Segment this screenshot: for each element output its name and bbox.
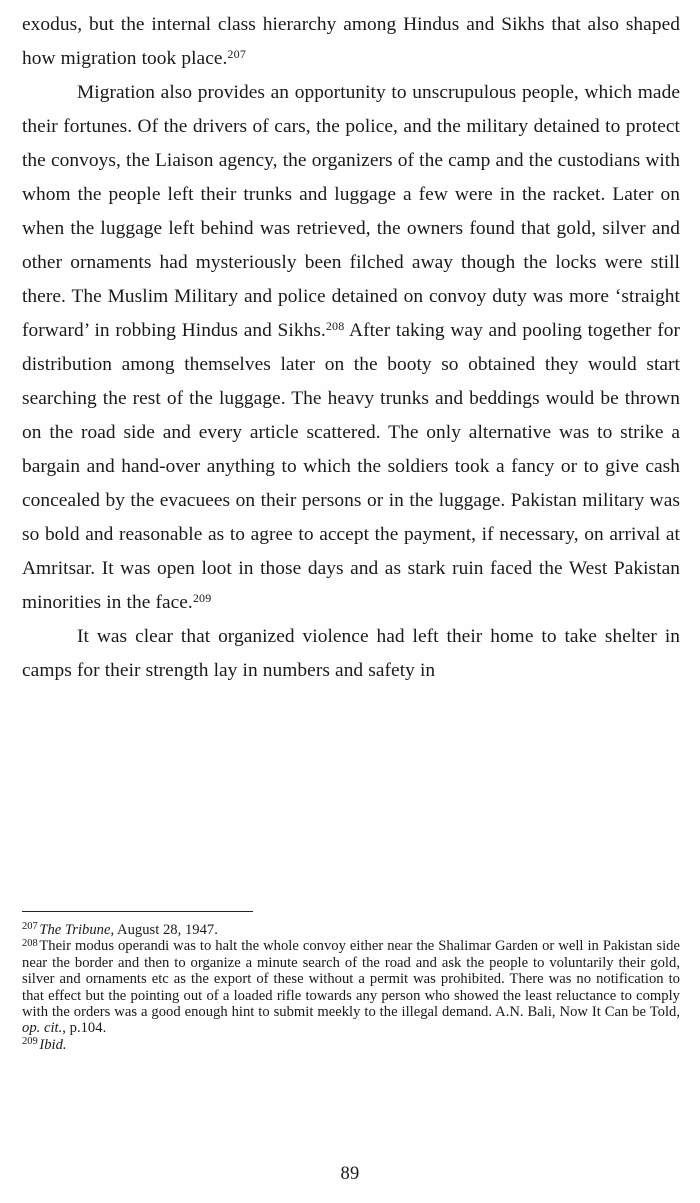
footnotes-block — [22, 922, 680, 1053]
footnote-209-ibid: Ibid. — [39, 1036, 67, 1053]
footnote-marker-207[interactable]: 207 — [227, 46, 247, 61]
footnote-207-detail: August 28, 1947. — [114, 922, 218, 938]
paragraph-continued — [22, 8, 680, 76]
footnote-item-207 — [22, 922, 680, 938]
paragraph-migration-segment-2: After taking way and pooling together for distribution among themselves later on the booty so obtained they would start searching the rest of the luggage. The heavy trunks and beddings would be thrown on the road side and every article scattered. The only alternative was to strike a bargain and hand-over anything to which the soldiers took a fancy or to give cash concealed by the evacuees on their persons or in the luggage. Pakistan military was so bold and reasonable as to agree to accept the payment, if necessary, on arrival at Amritsar. It was open loot in those days and as stark ruin faced the West Pakistan minorities in the face. — [22, 320, 681, 613]
footnote-208-pagecite: , p.104. — [62, 1020, 107, 1037]
body-text-block — [22, 8, 680, 688]
paragraph-migration-segment-1: Migration also provides an opportunity to unscrupulous people, which made their fortunes. Of the drivers of cars, the police, and the military detained to protect the convoys, the Liaison agency, the organizers of the camp and the custodians with whom the people left their trunks and luggage a few were in the racket. Later on when the luggage left behind was retrieved, the owners found that gold, silver and other ornaments had mysteriously been filched away though the locks were still there. The Muslim Military and police detained on convoy duty was more ‘straight forward’ in robbing Hindus and Sikhs. — [22, 82, 680, 341]
paragraph-migration — [22, 76, 680, 620]
footnote-item-209 — [22, 1037, 680, 1053]
footnote-marker-208[interactable]: 208 — [325, 318, 345, 333]
page-number: 89 — [340, 1164, 360, 1184]
footnote-number-209: 209 — [22, 1036, 38, 1048]
footnote-number-208: 208 — [22, 937, 38, 949]
footnote-208-opcit: op. cit. — [22, 1020, 63, 1037]
footnote-208-body: Their modus operandi was to halt the whole convoy either near the Shalimar Garden or well in Pakistan side near the border and then to organize a minute search of the road and ask the people to voluntarily their gold, silver and ornaments etc as the export of these without a permit was prohibited. There was no notification to that effect but the pointing out of a loaded rifle towards any person who showed the least reluctance to comply with the orders was a good enough hint to submit meekly to the illegal demand. A.N. Bali, Now It Can be Told, — [22, 938, 680, 1021]
footnote-item-208 — [22, 938, 680, 1036]
footnote-number-207: 207 — [22, 921, 38, 933]
footnote-207-title: The Tribune, — [39, 922, 115, 938]
paragraph-it-was-clear: It was clear that organized violence had left their home to take shelter in camps for their strength lay in numbers and safety in — [22, 626, 680, 681]
footnote-separator-rule — [22, 911, 253, 912]
footnote-marker-209[interactable]: 209 — [192, 590, 212, 605]
paragraph-continued-text: exodus, but the internal class hierarchy among Hindus and Sikhs that also shaped how migration took place. — [22, 14, 680, 69]
